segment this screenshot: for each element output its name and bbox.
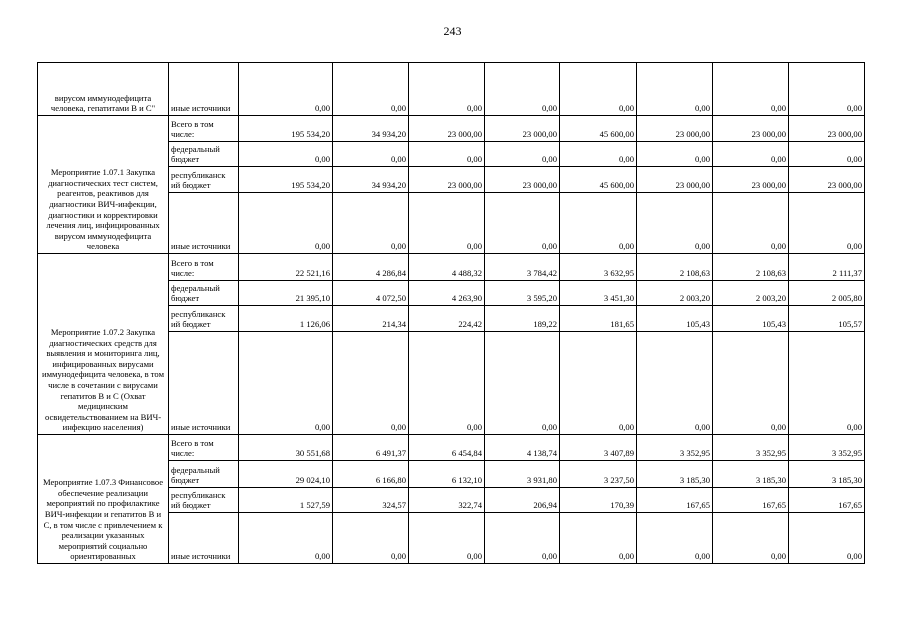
amount-cell: 0,00 (560, 332, 637, 435)
amount-cell: 34 934,20 (333, 167, 409, 193)
amount-cell: 4 138,74 (485, 435, 560, 461)
amount-cell: 0,00 (239, 142, 333, 167)
amount-cell: 3 352,95 (637, 435, 713, 461)
amount-cell: 6 166,80 (333, 461, 409, 488)
funding-source-cell: иные источники (169, 332, 239, 435)
amount-cell: 0,00 (637, 142, 713, 167)
table-row (38, 116, 865, 142)
amount-cell: 0,00 (713, 193, 789, 254)
amount-cell: 105,43 (637, 306, 713, 332)
amount-cell: 3 632,95 (560, 254, 637, 281)
amount-cell: 45 600,00 (560, 167, 637, 193)
amount-cell: 3 931,80 (485, 461, 560, 488)
amount-cell: 22 521,16 (239, 254, 333, 281)
amount-cell: 4 488,32 (409, 254, 485, 281)
amount-cell: 0,00 (333, 513, 409, 564)
amount-cell: 0,00 (789, 142, 865, 167)
table-row (38, 254, 865, 281)
funding-source-cell: федеральный бюджет (169, 281, 239, 306)
amount-cell: 0,00 (333, 332, 409, 435)
amount-cell: 23 000,00 (713, 167, 789, 193)
amount-cell: 2 005,80 (789, 281, 865, 306)
amount-cell: 3 451,30 (560, 281, 637, 306)
amount-cell: 3 352,95 (789, 435, 865, 461)
amount-cell: 3 237,50 (560, 461, 637, 488)
amount-cell: 0,00 (333, 193, 409, 254)
amount-cell: 105,57 (789, 306, 865, 332)
amount-cell: 167,65 (637, 488, 713, 513)
amount-cell: 23 000,00 (637, 116, 713, 142)
amount-cell: 0,00 (637, 332, 713, 435)
amount-cell: 0,00 (239, 513, 333, 564)
amount-cell: 0,00 (485, 332, 560, 435)
amount-cell: 6 491,37 (333, 435, 409, 461)
amount-cell: 0,00 (409, 63, 485, 116)
amount-cell: 6 454,84 (409, 435, 485, 461)
amount-cell: 23 000,00 (789, 167, 865, 193)
amount-cell: 0,00 (239, 63, 333, 116)
amount-cell: 0,00 (789, 193, 865, 254)
amount-cell: 0,00 (713, 332, 789, 435)
measure-name-cell: Мероприятие 1.07.2 Закупка диагностических средств для выявления и мониторинга лиц, инфицированных вирусами иммунодефицита человека, в том числе в сочетании с вирусами гепатитов В и С (Охват медицинским освидетельствованием на ВИЧ-инфекцию населения) (38, 254, 169, 435)
table-row (38, 435, 865, 461)
amount-cell: 0,00 (485, 63, 560, 116)
amount-cell: 30 551,68 (239, 435, 333, 461)
amount-cell: 2 108,63 (713, 254, 789, 281)
amount-cell: 0,00 (789, 332, 865, 435)
amount-cell: 0,00 (409, 513, 485, 564)
funding-source-cell: республиканск ий бюджет (169, 306, 239, 332)
amount-cell: 0,00 (409, 142, 485, 167)
amount-cell: 34 934,20 (333, 116, 409, 142)
funding-source-cell: федеральный бюджет (169, 142, 239, 167)
funding-source-cell: Всего в том числе: (169, 116, 239, 142)
amount-cell: 23 000,00 (409, 116, 485, 142)
amount-cell: 3 185,30 (789, 461, 865, 488)
amount-cell: 105,43 (713, 306, 789, 332)
amount-cell: 23 000,00 (485, 167, 560, 193)
amount-cell: 0,00 (409, 332, 485, 435)
amount-cell: 1 126,06 (239, 306, 333, 332)
funding-source-cell: республиканск ий бюджет (169, 488, 239, 513)
funding-source-cell: иные источники (169, 513, 239, 564)
amount-cell: 2 003,20 (713, 281, 789, 306)
funding-source-cell: иные источники (169, 63, 239, 116)
table-row (38, 63, 865, 116)
amount-cell: 0,00 (485, 193, 560, 254)
amount-cell: 167,65 (789, 488, 865, 513)
amount-cell: 0,00 (239, 332, 333, 435)
amount-cell: 2 111,37 (789, 254, 865, 281)
amount-cell: 195 534,20 (239, 116, 333, 142)
funding-source-cell: федеральный бюджет (169, 461, 239, 488)
budget-table (37, 62, 865, 564)
amount-cell: 0,00 (409, 193, 485, 254)
amount-cell: 3 595,20 (485, 281, 560, 306)
amount-cell: 0,00 (560, 63, 637, 116)
amount-cell: 3 352,95 (713, 435, 789, 461)
amount-cell: 322,74 (409, 488, 485, 513)
amount-cell: 0,00 (789, 63, 865, 116)
amount-cell: 0,00 (713, 142, 789, 167)
amount-cell: 0,00 (333, 142, 409, 167)
amount-cell: 4 286,84 (333, 254, 409, 281)
amount-cell: 2 108,63 (637, 254, 713, 281)
funding-source-cell: республиканск ий бюджет (169, 167, 239, 193)
amount-cell: 0,00 (239, 193, 333, 254)
amount-cell: 224,42 (409, 306, 485, 332)
amount-cell: 0,00 (485, 142, 560, 167)
amount-cell: 2 003,20 (637, 281, 713, 306)
amount-cell: 4 263,90 (409, 281, 485, 306)
amount-cell: 23 000,00 (789, 116, 865, 142)
amount-cell: 23 000,00 (637, 167, 713, 193)
amount-cell: 6 132,10 (409, 461, 485, 488)
amount-cell: 0,00 (560, 193, 637, 254)
amount-cell: 214,34 (333, 306, 409, 332)
amount-cell: 29 024,10 (239, 461, 333, 488)
amount-cell: 0,00 (560, 513, 637, 564)
amount-cell: 195 534,20 (239, 167, 333, 193)
amount-cell: 170,39 (560, 488, 637, 513)
funding-source-cell: Всего в том числе: (169, 254, 239, 281)
funding-source-cell: Всего в том числе: (169, 435, 239, 461)
amount-cell: 0,00 (485, 513, 560, 564)
amount-cell: 3 784,42 (485, 254, 560, 281)
amount-cell: 324,57 (333, 488, 409, 513)
amount-cell: 189,22 (485, 306, 560, 332)
page-number: 243 (443, 24, 462, 38)
measure-name-cell: Мероприятие 1.07.1 Закупка диагностических тест систем, реагентов, реактивов для диагностики ВИЧ-инфекции, диагностики и корректировки лечения лиц, инфицированных вирусом иммунодефицита человека (38, 116, 169, 254)
amount-cell: 0,00 (637, 63, 713, 116)
measure-name-cell: вирусом иммунодефицита человека, гепатитами В и С" (38, 63, 169, 116)
amount-cell: 21 395,10 (239, 281, 333, 306)
amount-cell: 0,00 (713, 63, 789, 116)
amount-cell: 0,00 (637, 193, 713, 254)
amount-cell: 4 072,50 (333, 281, 409, 306)
amount-cell: 3 185,30 (713, 461, 789, 488)
amount-cell: 0,00 (560, 142, 637, 167)
amount-cell: 206,94 (485, 488, 560, 513)
amount-cell: 0,00 (789, 513, 865, 564)
amount-cell: 23 000,00 (485, 116, 560, 142)
amount-cell: 45 600,00 (560, 116, 637, 142)
funding-source-cell: иные источники (169, 193, 239, 254)
amount-cell: 23 000,00 (409, 167, 485, 193)
amount-cell: 181,65 (560, 306, 637, 332)
amount-cell: 0,00 (713, 513, 789, 564)
amount-cell: 0,00 (333, 63, 409, 116)
amount-cell: 1 527,59 (239, 488, 333, 513)
measure-name-cell: Мероприятие 1.07.3 Финансовое обеспечение реализации мероприятий по профилактике ВИЧ-инфекции и гепатитов В и С, в том числе с привлечением к реализации указанных мероприятий социально ориентированных (38, 435, 169, 564)
amount-cell: 167,65 (713, 488, 789, 513)
amount-cell: 0,00 (637, 513, 713, 564)
amount-cell: 3 407,89 (560, 435, 637, 461)
amount-cell: 23 000,00 (713, 116, 789, 142)
amount-cell: 3 185,30 (637, 461, 713, 488)
